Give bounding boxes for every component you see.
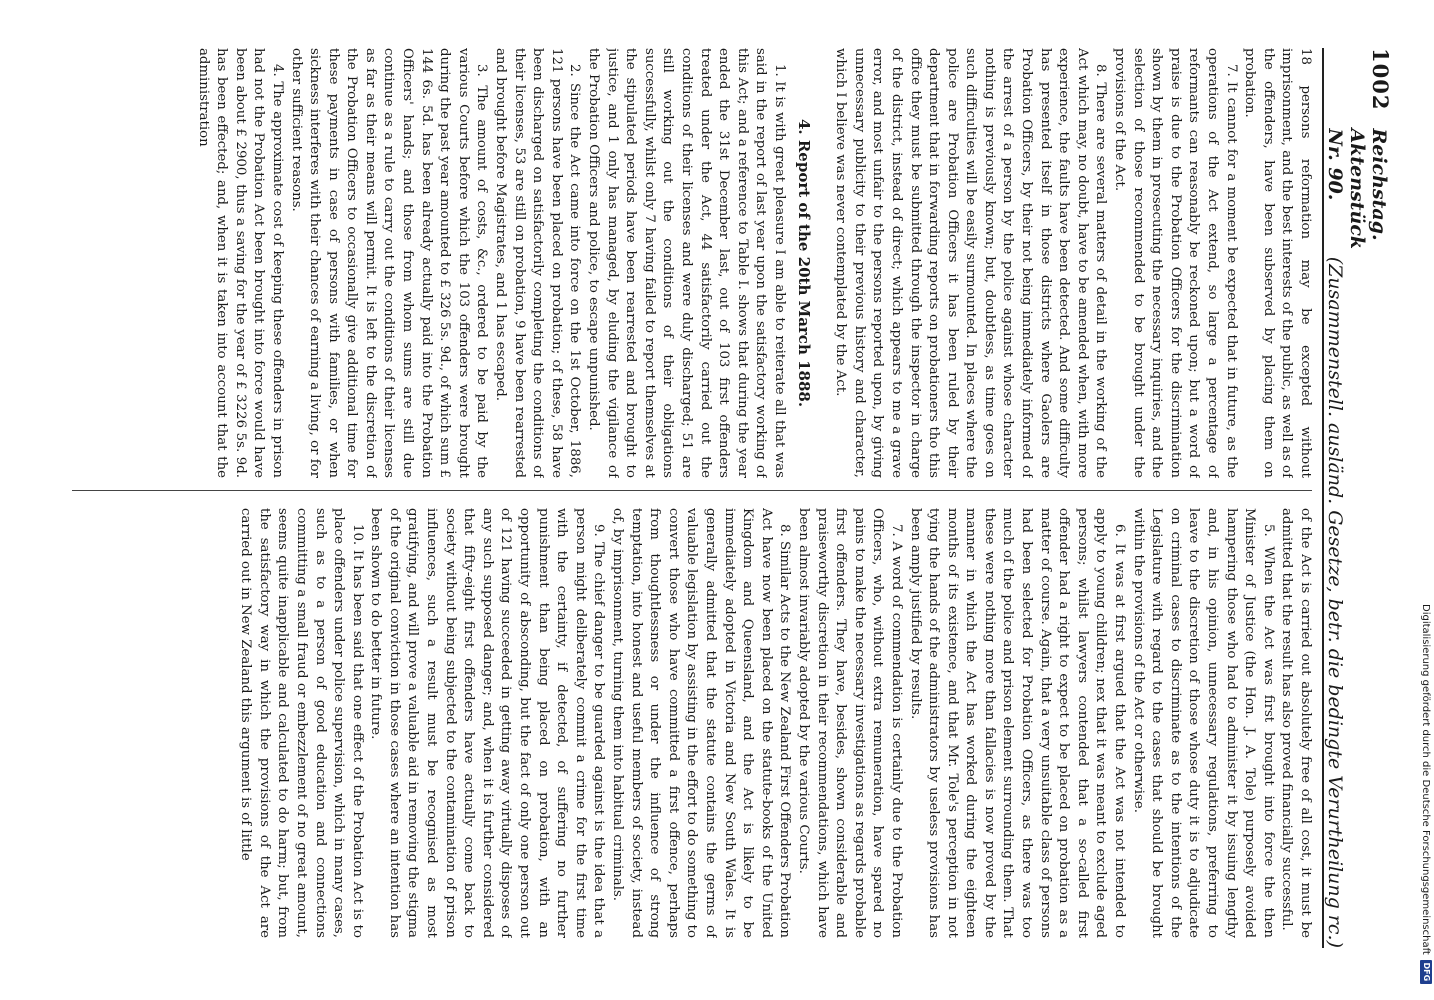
dfg-logo: DFG — [1420, 960, 1432, 984]
paragraph: 8. There are several matters of detail in the working of the Act which may, no doubt, have to be amended when, with more experience, the faults have been detected. And some difficulty has presented itself in those districts where Gaolers are Probation Officers, by their not being immediately informed of the arrest of a person by the police against whose character nothing is previously known; but, doubtless, as time goes on such difficulties will be easily surmounted. In places where the police are Probation Officers it has been ruled by their department that in forwarding reports on probationers tho this office they must be submitted through the inspector in charge of the district, instead of direct; which appears to me a grave error, and most unfair to the persons reported upon, by giving unnecessary publicity to their previous history and character, which I believe was never contemplated by the Act. — [833, 48, 1109, 478]
paragraph: 18 persons reformation may be excepted without imprisonment, and the best interests of the public, as well as of the offenders, have been subserved by placing them on probation. — [1242, 48, 1313, 478]
paragraph: 7. A word of commendation is certainly due to the Probation Officers, who, without extra remuneration, have spared no pains to make the necessary investigations as regards probable first offenders. They have, besides, shown considerable and praiseworthy discretion in their recommendations, which have been almost invariably adopted by the various Courts. — [795, 508, 904, 938]
paragraph: 1. It is with great pleasure I am able to reiterate all that was said in the report of last year upon the satisfactory working of this Act; and a reference to Table I. shows that during the year ended the 31st December last, out of 103 first offenders treated under the Act, 44 satisfactorily carried out the conditions of their licenses and were duly discharged; 51 are still working out the conditions of their obligations successfully, whilst only 7 having failed to report themselves at the stipulated periods have been rearrested and brought to justice, and 1 only has managed, by eluding the vigilance of the Probation Officers and police, to escape unpunished. — [586, 48, 787, 478]
paragraph: 3. The amount of costs, &c., ordered to be paid by the various Courts before which the 103 offenders were brought during the past year amounted to £ 326 5s. 9d., of which sum £ 144 6s. 5d. has been already actually paid into the Probation Officers' hands; and those from whom sums are still due continue as a rule to carry out the conditions of their licenses as far as their means will permit. It is left to the discretion of the Probation Officers to occasionally give additional time for these payments in case of persons with families, or when sickness interferes with their chances of earning a living, or for other sufficient reasons. — [288, 48, 490, 478]
page-number: 1002 — [1368, 48, 1393, 111]
header-left — [1324, 48, 1393, 257]
section-heading: 4. Report of the 20th March 1888. — [794, 118, 813, 408]
paragraph: 8. Similar Acts to the New Zealand First Offenders Probation Act have now been placed on the statute-books of the United Kingdom and Queensland, and the Act is likely to be immediately adopted in Victoria and New South Wales. It is generally admitted that the statute contains the germs of valuable legislation by assisting in the effort to do something to convert those who have committed a first offence, perhaps from thoughtlessness or under the influence of strong temptation, into honest and useful members of society, instead of, by imprisonment, turning them into habitual criminals. — [610, 508, 793, 938]
paragraph: 4. The approximate cost of keeping these offenders in prison had not the Probation Act been brought into force would have been about £ 2900, thus a saving for the year of £ 3226 5s. 9d. has been effected; and, when it is taken into account that the administration — [195, 48, 285, 478]
footer — [1418, 0, 1434, 1000]
paragraph: 10. It has been said that one effect of the Probation Act is to place offenders under police supervision, which in many cases, such as to a person of good education and connections committing a small fraud or embezzlement of no great amount, seems quite inapplicable and calculated to do harm; but, from the satisfactory way in which the provisions of the Act are carried out in New Zealand this argument is of little — [238, 508, 365, 938]
paragraph: of the Act is carried out absolutely free of all cost, it must be admitted that the result has also proved financially successful. — [1279, 508, 1313, 938]
paragraph: 5. When the Act was first brought into force the then Minister of Justice (the Hon. J. A. Tole) purposely avoided hampering those who had to administer it by issuing lengthy and, in his opinion, unnecessary regulations, preferring to leave to the discretion of those whose duty it is to adjudicate on criminal cases to discriminate as to the intentions of the Legislature with regard to the cases that should be brought within the provisions of the Act or otherwise. — [1130, 508, 1276, 938]
page-header — [1322, 48, 1393, 948]
paragraph: 6. It was at first argued that the Act was not intended to apply to young children; nex that it was meant to exclude aged persons; whilst lawyers contended that a so-called first offender had a right to expect to be placed on probation as a matter of course. Again, that a very unsuitable class of persons had been selected for Probation Officers, as there was too much of the police and prison element surrounding them. That these were nothing more than fallacies is now proved by the manner in which the Act has worked during the eighteen months of its existence, and that Mr. Tole's perception in not tying the hands of the administrators by useless provisions has been amply justified by results. — [907, 508, 1128, 938]
paragraph: 9. The chief danger to be guarded against is the idea that a person might deliberately commit a crime for the first time with the certainty, if detected, of suffering no further punishment than being placed on probation, with an opportunity of absconding, but the fact of only one person out of 121 having succeeded in getting away virtually disposes of any such supposed danger; and, when it is further considered that fifty-eight first offenders have actually come back to society without being subjected to the contamination of prison influences, such a result must be recognised as most gratifying, and will prove a valuable aid in removing the stigma of the original conviction in those cases where an intention has been shown to do better in future. — [368, 508, 607, 938]
paragraph: 7. It cannot for a moment be expected that in future, as the operations of the Act extend, so large a percentage of reformants can reasonably be reckoned upon; but a word of praise is due to the Probation Officers for the discrimination shown by them in prosecuting the necessary inquiries, and the selection of those recommended to be brought under the provisions of the Act. — [1112, 48, 1239, 478]
left-paragraphs-before — [831, 48, 1314, 478]
footer-text: Digitalisierung gefördert durch die Deutsche Forschungsgemeinschaft — [1420, 604, 1432, 955]
paragraph: 2. Since the Act came into force on the 1st October, 1886, 121 persons have been placed on probation; of these, 58 have been discharged on satisfactorily completing the conditions of their licenses, 53 are still on probation, 9 have been rearrested and brought before Magistrates, and 1 has escaped. — [493, 48, 583, 478]
right-column — [64, 508, 1314, 938]
column-divider — [72, 490, 1312, 491]
left-paragraphs-after — [193, 48, 788, 478]
header-subject: (Zusammenstell. ausländ. Gesetze, betr. die bedingte Verurtheilung rc.) — [1324, 256, 1346, 948]
left-column — [64, 48, 1314, 478]
header-title: Reichstag. Aktenstück Nr. 90. — [1324, 128, 1390, 250]
footer-strip — [1418, 0, 1434, 1000]
right-paragraphs — [236, 508, 1314, 938]
